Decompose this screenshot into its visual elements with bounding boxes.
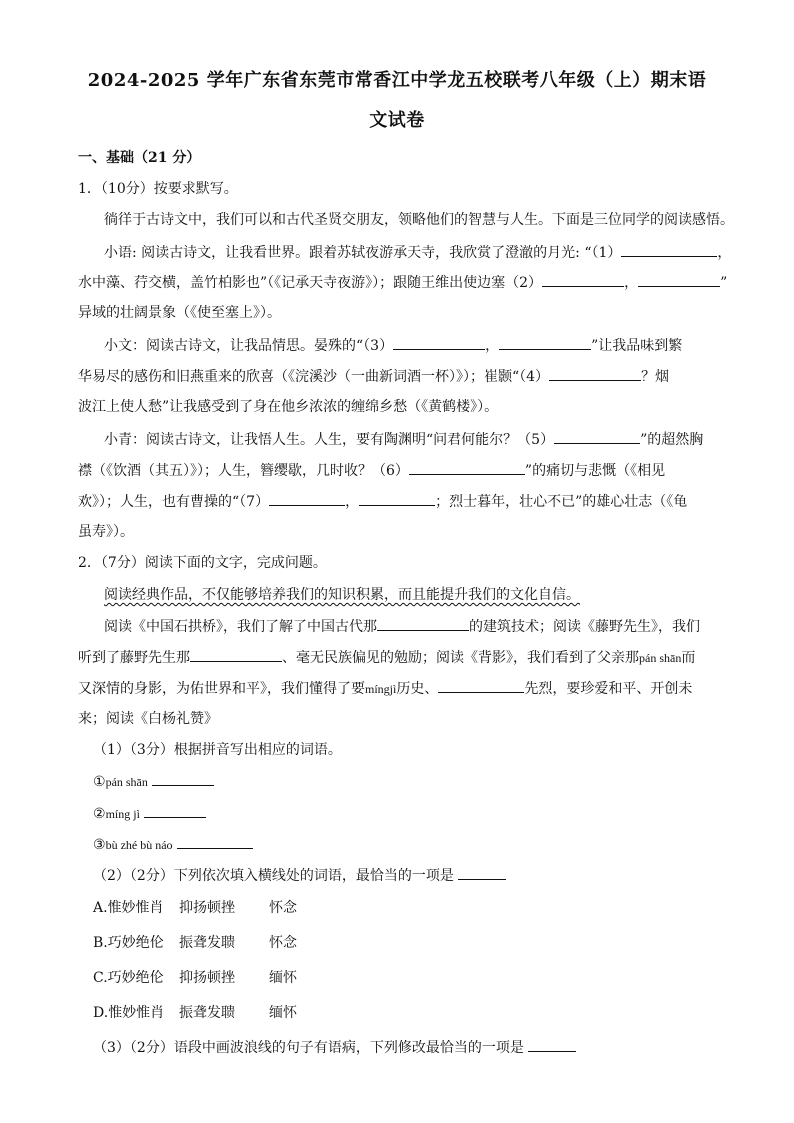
answer-blank-7a[interactable] <box>269 491 345 506</box>
pinyin-item-3: ③bù zhé bù náo <box>93 834 253 855</box>
wavy-sentence: 阅读经典作品，不仅能够培养我们的知识积累，而且能提升我们的文化自信。 <box>104 587 580 603</box>
paragraph-xiaowen-line2: 华易尽的感伤和旧燕重来的欣喜（《浣溪沙（一曲新词酒一杯）》）；崔颢“（4） ？烟 <box>78 366 669 387</box>
paragraph-xiaoyu-line2: 水中藻、荇交横，盖竹柏影也”（《记承天寺夜游》）；跟随王维出使边塞（2） ， ” <box>78 272 727 293</box>
option-c[interactable]: C.巧妙绝伦 抑扬顿挫 缅怀 <box>93 970 297 986</box>
answer-blank-1a[interactable] <box>621 242 717 257</box>
paragraph-xiaoqing-line4: 虽寿》）。 <box>78 524 134 540</box>
answer-blank-6[interactable] <box>409 460 525 475</box>
paragraph-xiaowen-line3: 波江上使人愁”让我感受到了身在他乡浓浓的缠绵乡愁（《黄鹤楼》）。 <box>78 399 499 415</box>
answer-blank-3b[interactable] <box>499 335 591 350</box>
passage-blank-2[interactable] <box>190 647 282 662</box>
answer-blank-3a[interactable] <box>393 335 485 350</box>
question-1-intro: 徜徉于古诗文中，我们可以和古代圣贤交朋友，领略他们的智慧与人生。下面是三位同学的阅读感悟。 <box>104 212 734 228</box>
pinyin-answer-2[interactable] <box>144 803 206 818</box>
answer-blank-7b[interactable] <box>359 491 435 506</box>
option-b[interactable]: B.巧妙绝伦 振聋发聩 怀念 <box>93 935 297 951</box>
subquestion-3-answer[interactable] <box>528 1037 576 1052</box>
subquestion-1-label: （1）（3分）根据拼音写出相应的词语。 <box>93 742 342 758</box>
passage-line2: 听到了藤野先生那 、毫无民族偏见的勉励；阅读《背影》，我们看到了父亲那pán shān而 <box>78 647 695 668</box>
pinyin-answer-1[interactable] <box>152 771 214 786</box>
passage-blank-3[interactable] <box>438 678 524 693</box>
exam-title-line1: 2024-2025 学年广东省东莞市常香江中学龙五校联考八年级（上）期末语 <box>87 70 707 91</box>
paragraph-xiaoqing-line1: 小青：阅读古诗文，让我悟人生。人生，要有陶渊明“问君何能尔？（5） ”的超然胸 <box>104 429 703 450</box>
answer-blank-2a[interactable] <box>542 272 624 287</box>
section-heading: 一、基础（21 分） <box>78 150 201 166</box>
option-d[interactable]: D.惟妙惟肖 振聋发聩 缅怀 <box>93 1005 297 1021</box>
paragraph-xiaoqing-line2: 襟（《饮酒（其五）》）；人生，簪缨歇，几时收？（6） ”的痛切与悲慨（《相见 <box>78 460 665 481</box>
passage-line1: 阅读《中国石拱桥》，我们了解了中国古代那 的建筑技术；阅读《藤野先生》，我们 <box>104 616 700 637</box>
answer-blank-2b[interactable] <box>638 272 720 287</box>
answer-blank-5[interactable] <box>554 429 640 444</box>
question-1-label: 1．（10分）按要求默写。 <box>78 181 238 197</box>
subquestion-2-label: （2）（2分）下列依次填入横线处的词语，最恰当的一项是 <box>93 865 506 886</box>
option-a[interactable]: A.惟妙惟肖 抑扬顿挫 怀念 <box>93 900 297 916</box>
pinyin-item-2: ②míng jì <box>93 803 206 824</box>
paragraph-xiaoqing-line3: 欢》）；人生，也有曹操的“（7） ， ；烈士暮年，壮心不已”的雄心壮志（《龟 <box>78 491 687 512</box>
answer-blank-4[interactable] <box>549 366 641 381</box>
pinyin-answer-3[interactable] <box>177 834 253 849</box>
passage-blank-1[interactable] <box>377 616 469 631</box>
paragraph-xiaoyu-line3: 异域的壮阔景象（《使至塞上》）。 <box>78 305 281 321</box>
paragraph-xiaoyu-line1: 小语: 阅读古诗文，让我看世界。跟着苏轼夜游承天寺，我欣赏了澄澈的月光: “（1） ， <box>104 242 731 263</box>
subquestion-2-answer[interactable] <box>458 865 506 880</box>
pinyin-item-1: ①pán shān <box>93 771 214 792</box>
passage-line4: 来；阅读《白杨礼赞》 <box>78 711 218 727</box>
subquestion-3-label: （3）（2分）语段中画波浪线的句子有语病，下列修改最恰当的一项是 <box>93 1037 576 1058</box>
question-2-label: 2．（7分）阅读下面的文字，完成问题。 <box>78 555 327 571</box>
passage-line3: 又深情的身影，为佑世界和平》，我们懂得了要míngjì历史、 先烈，要珍爱和平、开创未 <box>78 678 692 699</box>
paragraph-xiaowen-line1: 小文：阅读古诗文，让我品情思。晏殊的“（3） ， ”让我品味到繁 <box>104 335 682 356</box>
exam-title-line2: 文试卷 <box>369 110 425 131</box>
